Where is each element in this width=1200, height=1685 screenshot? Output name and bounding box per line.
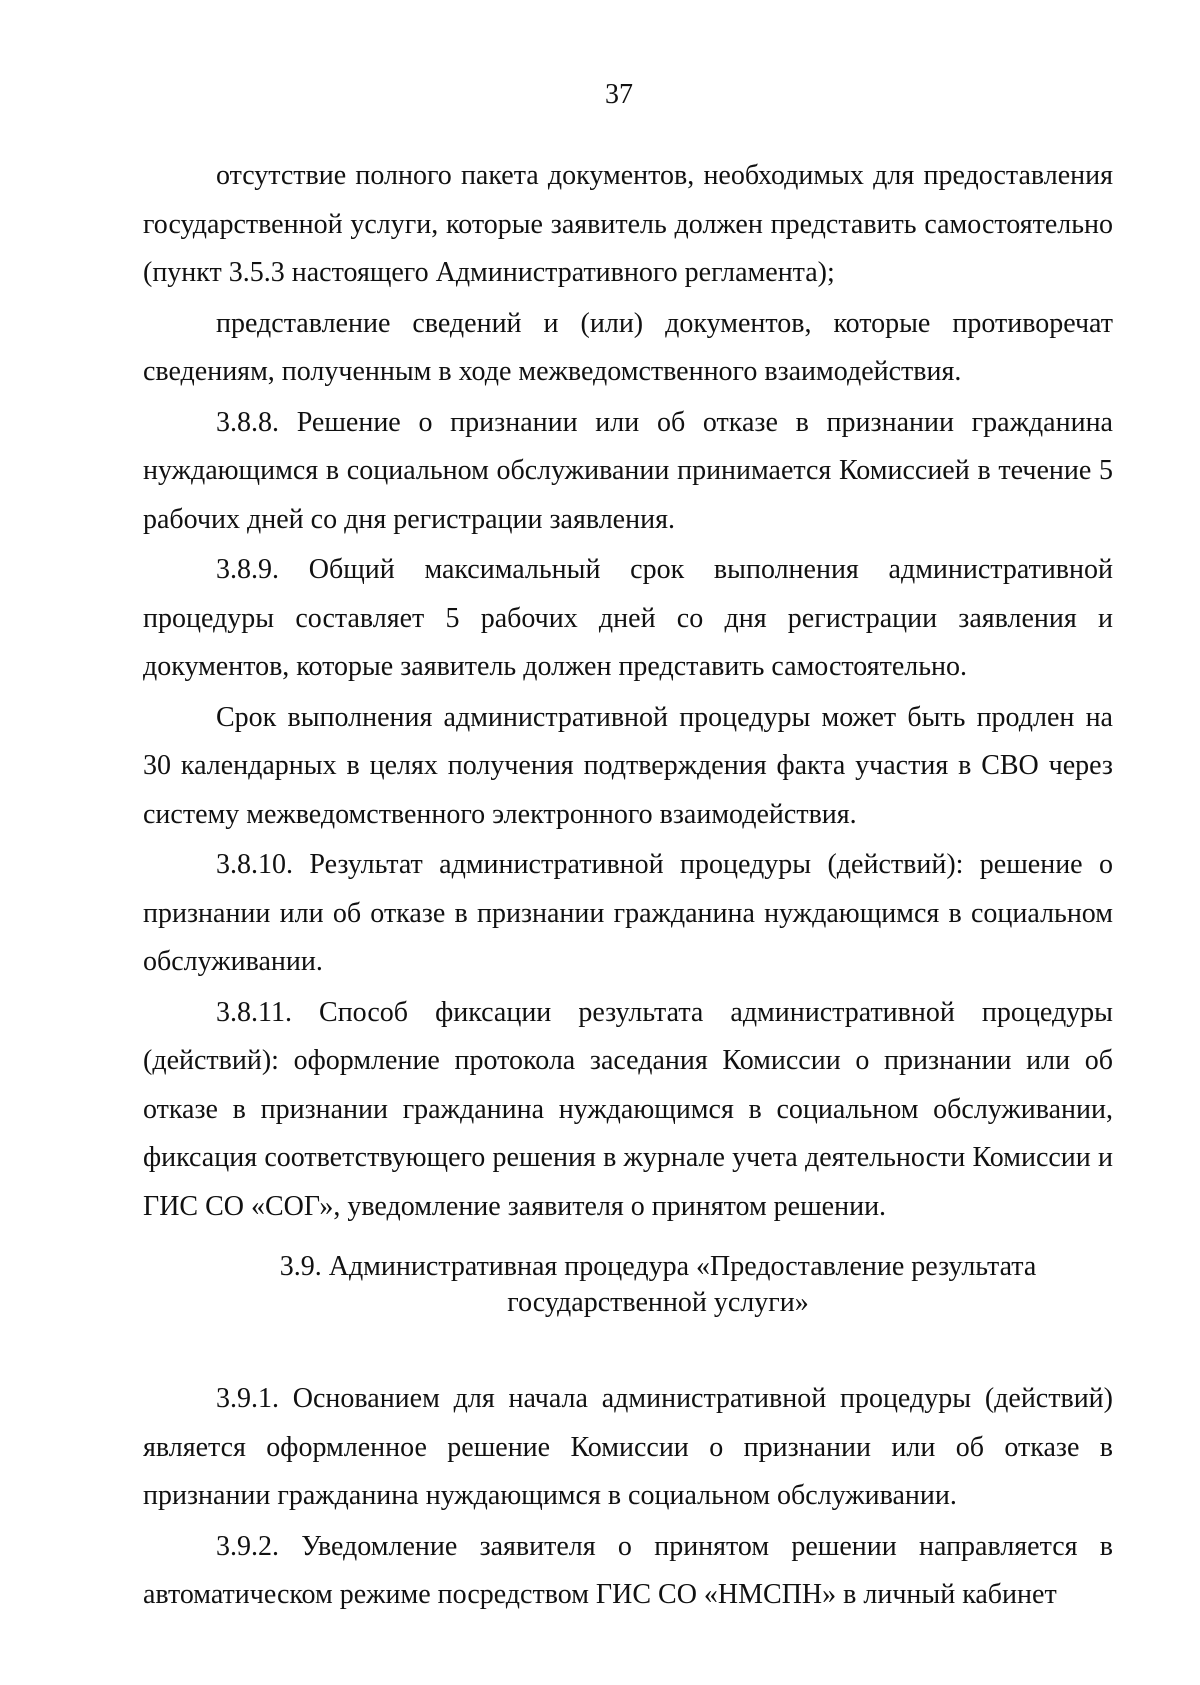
- section-heading-line-1: 3.9. Административная процедура «Предоставление результата: [279, 1251, 1037, 1282]
- paragraph-3-9-1: 3.9.1. Основанием для начала административной процедуры (действий) является оформленное решение Комиссии о признании или об отказе в признании гражданина нуждающимся в социальном обслуживании.: [143, 1383, 1113, 1511]
- section-heading-line-2: государственной услуги»: [507, 1287, 809, 1318]
- paragraph-contradicting-info: представление сведений и (или) документов, которые противоречат сведениям, полученным в ходе межведомственного взаимодействия.: [143, 307, 1113, 387]
- paragraph-term-extension: Срок выполнения административной процедуры может быть продлен на 30 календарных в целях получения подтверждения факта участия в СВО через систему межведомственного электронного взаимодействия.: [143, 701, 1113, 830]
- paragraph-missing-documents: отсутствие полного пакета документов, необходимых для предоставления государственной услуги, которые заявитель должен представить самостоятельно (пункт 3.5.3 настоящего Административного регламента);: [143, 160, 1113, 288]
- document-body: [143, 152, 1113, 1620]
- paragraph-3-8-11: 3.8.11. Способ фиксации результата административной процедуры (действий): оформление протокола заседания Комиссии о признании или об отказе в признании гражданина нуждающимся в социальном обслуживании, фиксация соответствующего решения в журнале учета деятельности Комиссии и ГИС СО «СОГ», уведомление заявителя о принятом решении.: [143, 996, 1113, 1222]
- paragraph-3-8-8: 3.8.8. Решение о признании или об отказе в признании гражданина нуждающимся в социальном обслуживании принимается Комиссией в течение 5 рабочих дней со дня регистрации заявления.: [143, 406, 1113, 535]
- page-number: 37: [605, 79, 633, 110]
- paragraph-3-8-10: 3.8.10. Результат административной процедуры (действий): решение о признании или об отказе в признании гражданина нуждающимся в социальном обслуживании.: [143, 849, 1113, 977]
- paragraph-3-8-9: 3.8.9. Общий максимальный срок выполнения административной процедуры составляет 5 рабочих дней со дня регистрации заявления и документов, которые заявитель должен представить самостоятельно.: [143, 554, 1113, 682]
- paragraph-3-9-2: 3.9.2. Уведомление заявителя о принятом решении направляется в автоматическом режиме посредством ГИС СО «НМСПН» в личный кабинет: [143, 1530, 1113, 1610]
- section-heading-3-9: [143, 1249, 1113, 1321]
